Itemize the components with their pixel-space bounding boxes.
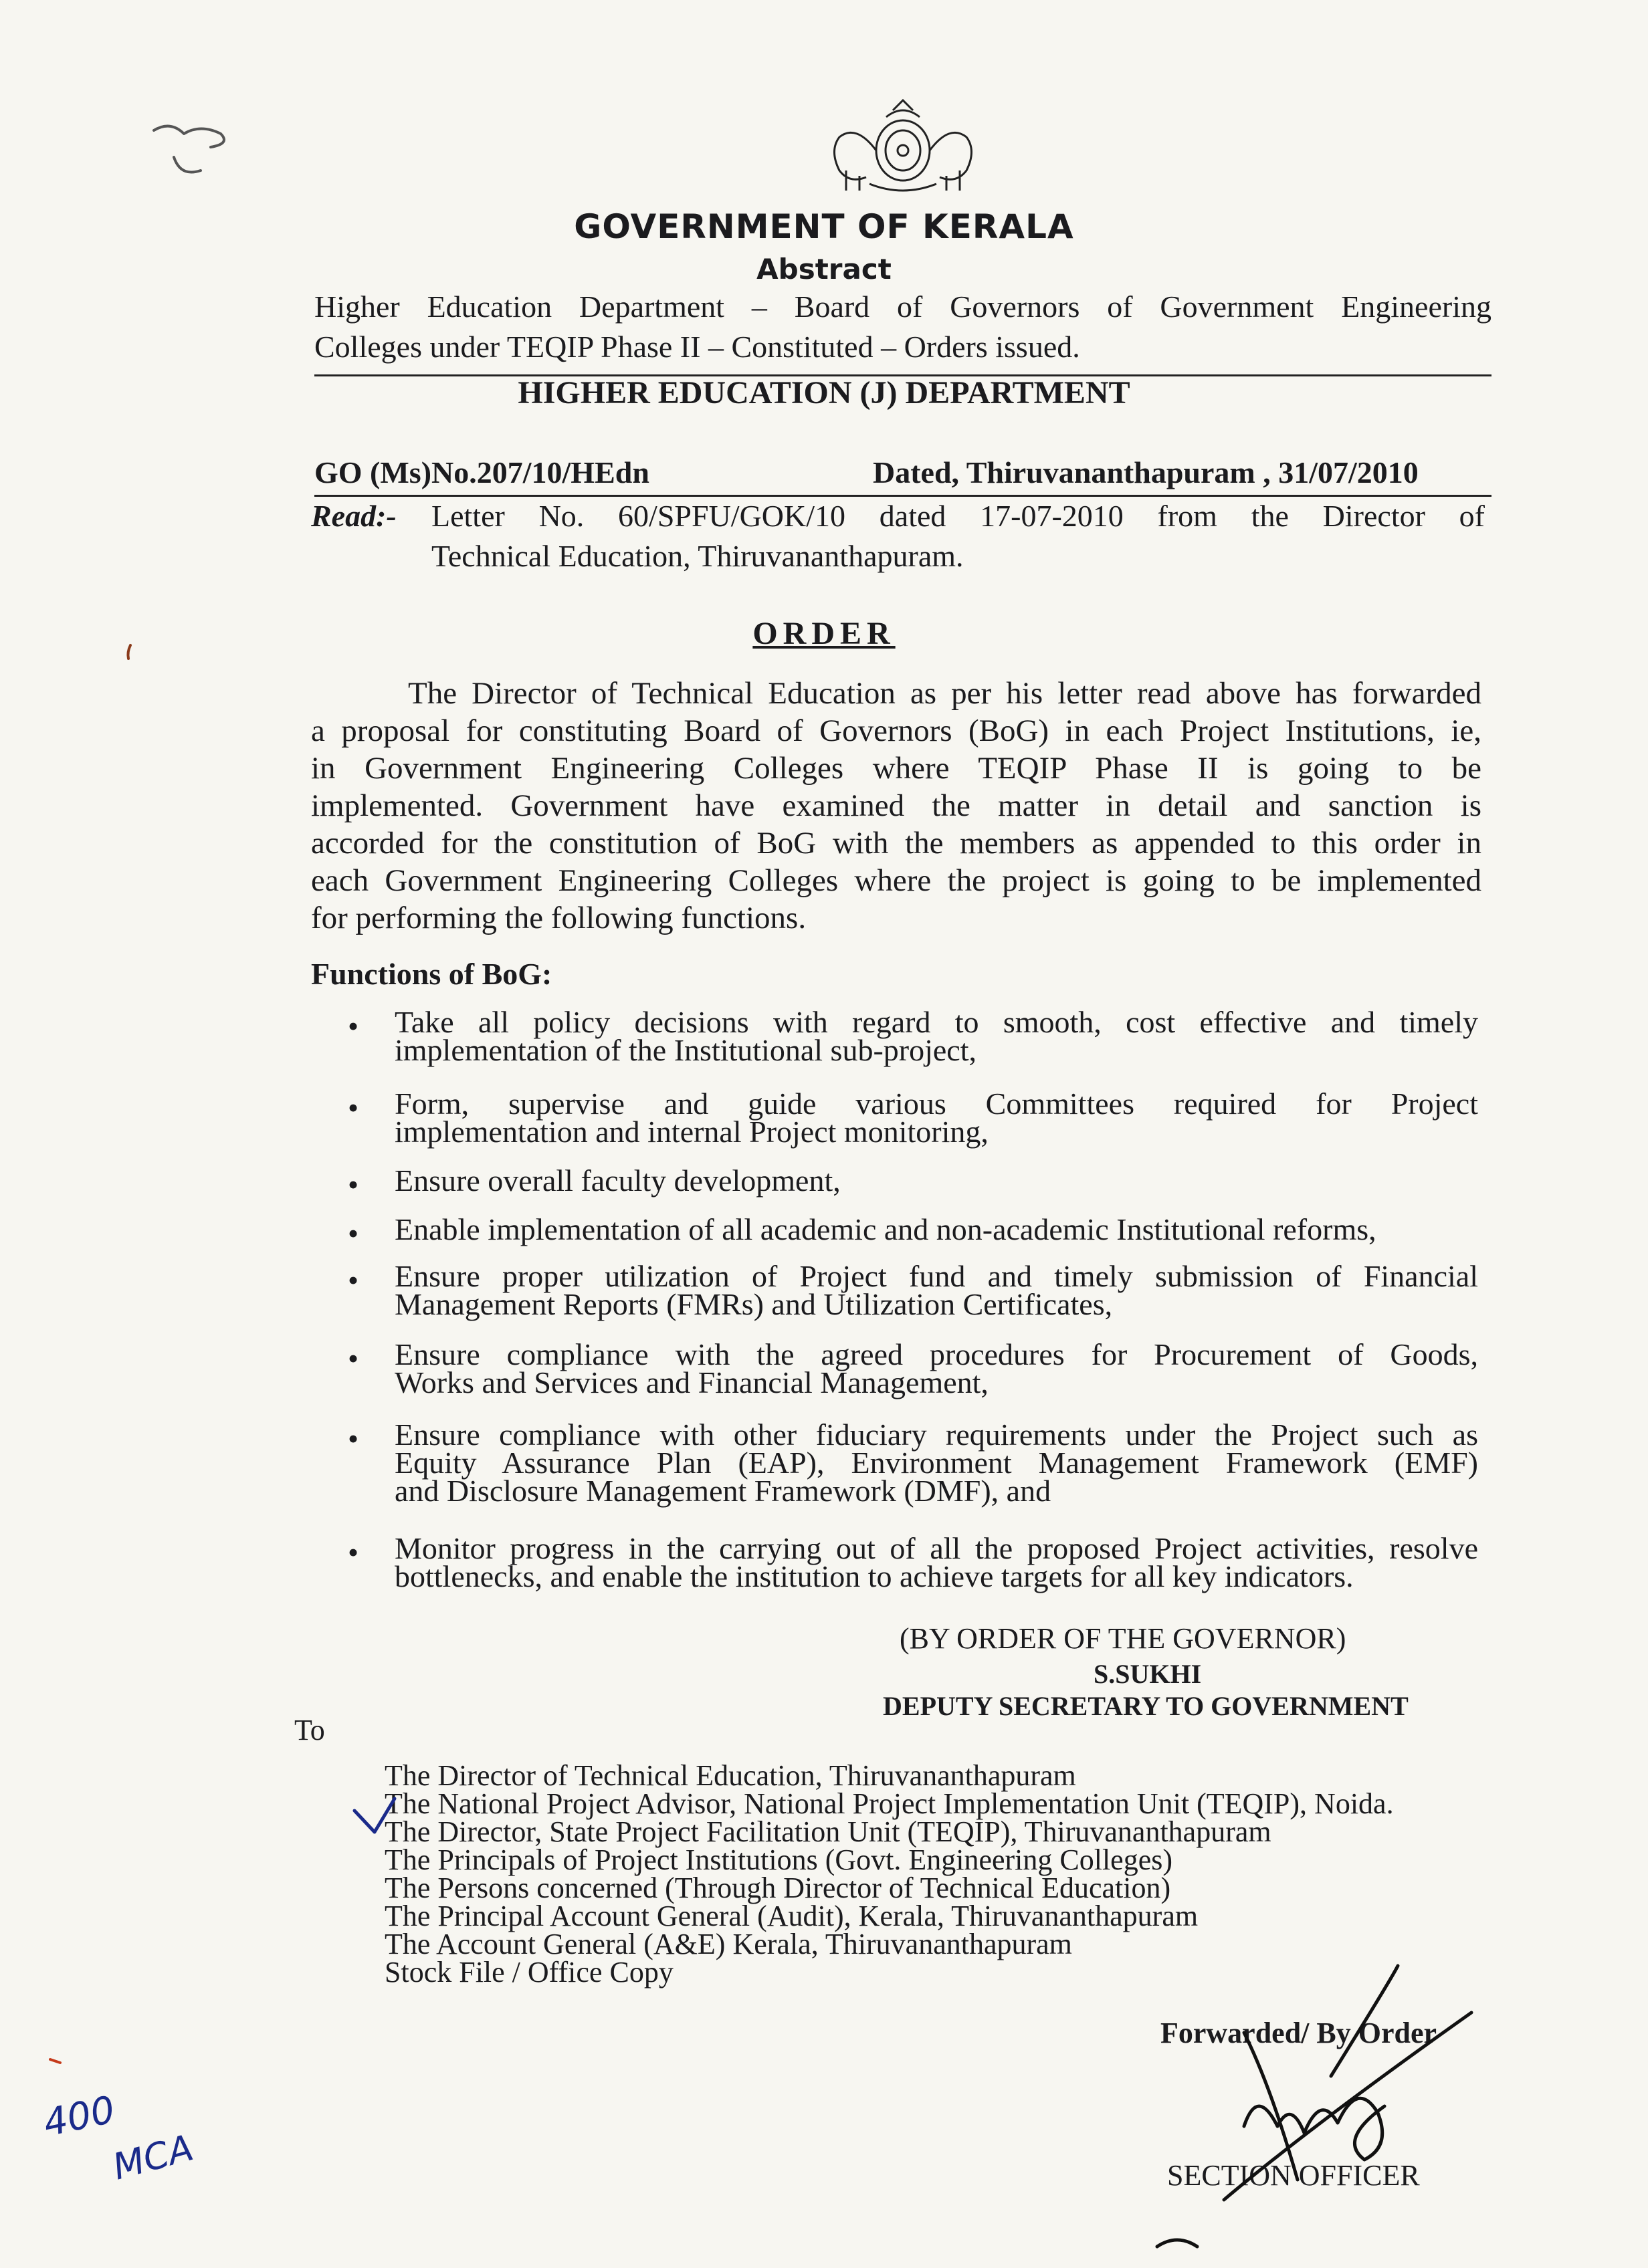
by-order-line: (BY ORDER OF THE GOVERNOR) bbox=[900, 1622, 1346, 1655]
signatory-designation: DEPUTY SECRETARY TO GOVERNMENT bbox=[883, 1691, 1409, 1721]
kerala-emblem-icon bbox=[819, 97, 987, 197]
function-item-line: and Disclosure Management Framework (DMF), and bbox=[395, 1474, 1051, 1508]
recipient-line: The Principal Account General (Audit), Kerala, Thiruvananthapuram bbox=[385, 1900, 1199, 1932]
doodle-mark bbox=[154, 126, 224, 173]
go-number: GO (Ms)No.207/10/HEdn bbox=[314, 455, 649, 489]
abstract-label: Abstract bbox=[756, 253, 892, 286]
function-item-line: Ensure overall faculty development, bbox=[395, 1163, 841, 1198]
recipient-line: The Director, State Project Facilitation Unit (TEQIP), Thiruvananthapuram bbox=[385, 1815, 1271, 1848]
go-divider bbox=[314, 495, 1491, 497]
functions-heading: Functions of BoG: bbox=[311, 957, 552, 991]
order-paragraph-line: each Government Engineering Colleges where the project is going to be implemented bbox=[311, 863, 1481, 898]
order-paragraph-line: for performing the following functions. bbox=[311, 901, 807, 935]
recipient-line: The Principals of Project Institutions (Govt. Engineering Colleges) bbox=[385, 1843, 1173, 1876]
bullet-icon: • bbox=[348, 1263, 359, 1297]
function-item-line: Form, supervise and guide various Committees required for Project bbox=[395, 1087, 1478, 1121]
order-paragraph-line: in Government Engineering Colleges where TEQIP Phase II is going to be bbox=[311, 751, 1481, 786]
function-item-line: Ensure proper utilization of Project fund and timely submission of Financial bbox=[395, 1259, 1478, 1293]
function-item-line: Management Reports (FMRs) and Utilization Certificates, bbox=[395, 1287, 1113, 1321]
read-reference: Letter No. 60/SPFU/GOK/10 dated 17-07-2010 from the Director of bbox=[431, 499, 1485, 533]
function-item-line: Works and Services and Financial Management, bbox=[395, 1365, 989, 1399]
bullet-icon: • bbox=[348, 1422, 359, 1456]
forwarded-by-order: Forwarded/ By Order bbox=[1160, 2017, 1437, 2049]
order-paragraph-line: implemented. Government have examined the matter in detail and sanction is bbox=[311, 788, 1481, 823]
signature-mark bbox=[1157, 1966, 1471, 2247]
order-paragraph-line: accorded for the constitution of BoG with the members as appended to this order in bbox=[311, 826, 1481, 861]
subject-line: Higher Education Department – Board of Governors of Government Engineering bbox=[314, 290, 1491, 324]
bullet-icon: • bbox=[348, 1009, 359, 1043]
order-paragraph-line: The Director of Technical Education as per his letter read above has forwarded bbox=[408, 676, 1481, 711]
government-title: GOVERNMENT OF KERALA bbox=[574, 207, 1074, 246]
recipient-line: Stock File / Office Copy bbox=[385, 1956, 674, 1989]
handwritten-note: 400 bbox=[39, 2087, 119, 2146]
read-label: Read:- bbox=[311, 499, 397, 533]
function-item-line: Ensure compliance with the agreed procedures for Procurement of Goods, bbox=[395, 1337, 1478, 1371]
function-item-line: bottlenecks, and enable the institution to achieve targets for all key indicators. bbox=[395, 1559, 1354, 1593]
bullet-icon: • bbox=[348, 1167, 359, 1202]
order-heading: ORDER bbox=[752, 616, 896, 651]
order-paragraph-line: a proposal for constituting Board of Governors (BoG) in each Project Institutions, ie, bbox=[311, 713, 1481, 748]
subject-line: Colleges under TEQIP Phase II – Constituted – Orders issued. bbox=[314, 330, 1080, 364]
function-item-line: Equity Assurance Plan (EAP), Environment Management Framework (EMF) bbox=[395, 1446, 1478, 1480]
bullet-icon: • bbox=[348, 1535, 359, 1569]
recipient-line: The National Project Advisor, National Project Implementation Unit (TEQIP), Noida. bbox=[385, 1787, 1394, 1820]
recipient-line: The Account General (A&E) Kerala, Thiruvananthapuram bbox=[385, 1928, 1072, 1960]
department-title: HIGHER EDUCATION (J) DEPARTMENT bbox=[518, 375, 1130, 411]
go-date: Dated, Thiruvananthapuram , 31/07/2010 bbox=[873, 455, 1419, 489]
function-item-line: Ensure compliance with other fiduciary requirements under the Project such as bbox=[395, 1418, 1478, 1452]
handwritten-note: MCA bbox=[108, 2126, 198, 2188]
function-item-line: Monitor progress in the carrying out of all the proposed Project activities, resolve bbox=[395, 1531, 1478, 1565]
bullet-icon: • bbox=[348, 1216, 359, 1250]
function-item-line: Take all policy decisions with regard to smooth, cost effective and timely bbox=[395, 1005, 1478, 1039]
recipient-line: The Director of Technical Education, Thiruvananthapuram bbox=[385, 1759, 1076, 1792]
signatory-name: S.SUKHI bbox=[1094, 1659, 1202, 1689]
function-item-line: Enable implementation of all academic and non-academic Institutional reforms, bbox=[395, 1212, 1376, 1246]
function-item-line: implementation and internal Project monitoring, bbox=[395, 1115, 989, 1149]
read-reference: Technical Education, Thiruvananthapuram. bbox=[431, 539, 964, 573]
function-item-line: implementation of the Institutional sub-project, bbox=[395, 1033, 976, 1067]
section-officer-label: SECTION OFFICER bbox=[1167, 2159, 1420, 2192]
bullet-icon: • bbox=[348, 1341, 359, 1375]
recipient-line: The Persons concerned (Through Director of Technical Education) bbox=[385, 1872, 1171, 1904]
to-label: To bbox=[294, 1714, 325, 1746]
bullet-icon: • bbox=[348, 1091, 359, 1125]
